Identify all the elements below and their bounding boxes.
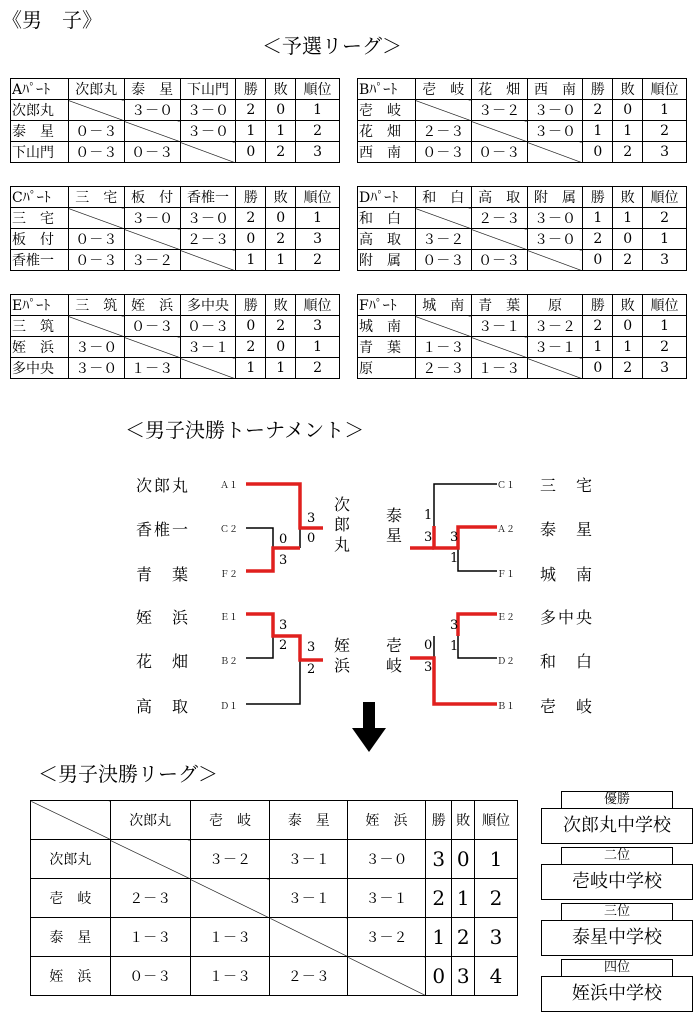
rank-cell: 3 (643, 358, 687, 379)
losses-cell: 0 (613, 100, 643, 121)
score-r3a: 0 (424, 638, 433, 653)
score-l4b: 2 (307, 662, 316, 677)
wins-cell: 2 (583, 316, 613, 337)
score-r2b: 1 (450, 551, 459, 566)
score-cell: ０－３ (415, 142, 471, 163)
group-team-name: 青 葉 (358, 337, 416, 358)
result-rank-4: 四位 (561, 959, 673, 976)
group-col-header: 三 筑 (68, 295, 124, 316)
score-cell: ３－０ (527, 121, 583, 142)
result-rank-1: 優勝 (561, 791, 673, 808)
result-school-2: 壱岐中学校 (541, 864, 693, 900)
rank-cell: 3 (643, 142, 687, 163)
left-slot-2: Ｃ２ (220, 525, 239, 535)
rank-cell: 2 (296, 250, 340, 271)
final-score-cell: ３－１ (270, 840, 348, 879)
wins-cell: 0 (236, 229, 266, 250)
final-col-4: 姪 浜 (348, 801, 426, 840)
final-team-name: 壱 岐 (31, 879, 111, 918)
rank-cell: 3 (296, 229, 340, 250)
rank-cell: 3 (643, 250, 687, 271)
wins-cell: 1 (236, 250, 266, 271)
losses-cell: 1 (613, 121, 643, 142)
score-cell: ０－３ (124, 142, 180, 163)
group-col-header: 和 白 (415, 187, 471, 208)
result-school-3: 泰星中学校 (541, 920, 693, 956)
score-r2a: 3 (450, 530, 459, 545)
losses-cell: 1 (613, 337, 643, 358)
group-stat-header: 順位 (643, 187, 687, 208)
rank-cell: 3 (296, 142, 340, 163)
score-cell: ３－０ (527, 208, 583, 229)
group-team-name: 多中央 (11, 358, 69, 379)
rank-cell: 2 (296, 358, 340, 379)
winner-bottom-right: 壱岐 (386, 636, 405, 675)
score-cell: ０－３ (471, 250, 527, 271)
rank-cell: 1 (296, 208, 340, 229)
group-col-header: 花 畑 (471, 79, 527, 100)
score-l4a: 3 (307, 640, 316, 655)
final-league-title: ＜男子決勝リーグ＞ (38, 762, 218, 786)
group-col-header: 多中央 (180, 295, 236, 316)
group-stat-header: 敗 (613, 187, 643, 208)
score-cell: ３－２ (415, 229, 471, 250)
group-stat-header: 順位 (296, 187, 340, 208)
down-arrow-icon (352, 702, 386, 754)
right-team-3: 城 南 (540, 565, 595, 584)
final-col-1: 次郎丸 (110, 801, 190, 840)
diagonal-cell (110, 840, 190, 879)
wins-cell: 0 (236, 142, 266, 163)
final-wins-cell: 1 (425, 918, 452, 957)
rank-cell: 2 (296, 121, 340, 142)
score-cell: ３－０ (527, 100, 583, 121)
score-l2b: 3 (279, 553, 288, 568)
score-cell: ０－３ (180, 316, 236, 337)
group-col-header: 泰 星 (124, 79, 180, 100)
right-slot-6: Ｂ１ (497, 702, 516, 712)
score-r4b: 1 (450, 639, 459, 654)
final-wins-cell: 3 (425, 840, 452, 879)
final-score-cell: １－３ (190, 957, 270, 996)
right-team-1: 三 宅 (540, 476, 595, 495)
group-stat-header: 敗 (266, 187, 296, 208)
group-team-name: 姪 浜 (11, 337, 69, 358)
final-row (31, 957, 518, 996)
rank-cell: 3 (296, 316, 340, 337)
final-rank-cell: 1 (474, 840, 517, 879)
final-league-table (30, 800, 518, 996)
rank-cell: 1 (296, 100, 340, 121)
wins-cell: 0 (583, 142, 613, 163)
wins-cell: 2 (583, 229, 613, 250)
result-rank-3: 三位 (561, 903, 673, 920)
score-cell: ３－０ (527, 229, 583, 250)
final-wins-cell: 0 (425, 957, 452, 996)
winner-top-left: 次郎丸 (334, 495, 353, 554)
score-cell: ３－２ (527, 316, 583, 337)
score-cell: ３－１ (527, 337, 583, 358)
losses-cell: 0 (613, 316, 643, 337)
score-cell: ２－３ (471, 208, 527, 229)
final-score-cell: ３－２ (190, 840, 270, 879)
group-team-name: 西 南 (358, 142, 416, 163)
wins-cell: 2 (236, 208, 266, 229)
group-label: Cﾊﾟｰﾄ (11, 187, 69, 208)
group-stat-header: 勝 (583, 187, 613, 208)
losses-cell: 2 (613, 142, 643, 163)
final-row (31, 840, 518, 879)
final-score-cell: １－３ (190, 918, 270, 957)
wins-cell: 2 (236, 100, 266, 121)
group-stat-header: 勝 (236, 187, 266, 208)
score-cell: ３－０ (180, 100, 236, 121)
group-team-name: 泰 星 (11, 121, 69, 142)
final-rank-cell: 3 (474, 918, 517, 957)
score-cell: ３－０ (180, 121, 236, 142)
group-team-name: 花 畑 (358, 121, 416, 142)
left-slot-4: Ｅ１ (220, 613, 239, 623)
score-cell: １－３ (471, 358, 527, 379)
score-cell: ０－３ (124, 316, 180, 337)
final-corner (31, 801, 111, 840)
left-slot-5: Ｂ２ (220, 657, 239, 667)
left-team-5: 花 畑 (136, 652, 191, 671)
final-col-2: 壱 岐 (190, 801, 270, 840)
group-col-header: 板 付 (124, 187, 180, 208)
rank-cell: 1 (643, 229, 687, 250)
score-l3a: 3 (279, 618, 288, 633)
final-score-cell: ３－０ (348, 840, 426, 879)
final-score-cell: ２－３ (270, 957, 348, 996)
final-team-name: 泰 星 (31, 918, 111, 957)
score-cell: ０－３ (68, 250, 124, 271)
group-label: Aﾊﾟｰﾄ (11, 79, 69, 100)
group-stat-header: 敗 (266, 79, 296, 100)
score-cell: ３－２ (124, 250, 180, 271)
final-team-name: 次郎丸 (31, 840, 111, 879)
wins-cell: 1 (236, 121, 266, 142)
group-label: Bﾊﾟｰﾄ (358, 79, 416, 100)
diagonal-cell (190, 879, 270, 918)
diagonal-cell (348, 957, 426, 996)
score-cell: ３－０ (68, 337, 124, 358)
final-team-name: 姪 浜 (31, 957, 111, 996)
group-stat-header: 順位 (296, 295, 340, 316)
final-rank-cell: 4 (474, 957, 517, 996)
group-col-header: 附 属 (527, 187, 583, 208)
group-team-name: 城 南 (358, 316, 416, 337)
rank-cell: 2 (643, 208, 687, 229)
score-cell: １－３ (415, 337, 471, 358)
group-stat-header: 順位 (643, 79, 687, 100)
final-score-cell: ３－１ (348, 879, 426, 918)
group-team-name: 香椎一 (11, 250, 69, 271)
group-team-name: 三 筑 (11, 316, 69, 337)
wins-cell: 0 (236, 316, 266, 337)
rank-cell: 1 (643, 100, 687, 121)
left-team-4: 姪 浜 (136, 608, 191, 627)
group-stat-header: 順位 (643, 295, 687, 316)
left-team-6: 高 取 (136, 697, 191, 716)
group-stat-header: 順位 (296, 79, 340, 100)
rank-cell: 2 (643, 121, 687, 142)
score-cell: ３－０ (124, 100, 180, 121)
left-team-1: 次郎丸 (136, 476, 191, 495)
wins-cell: 0 (583, 250, 613, 271)
final-losses-cell: 0 (452, 840, 475, 879)
final-score-cell: １－３ (110, 918, 190, 957)
final-col-rank: 順位 (474, 801, 517, 840)
final-losses-cell: 2 (452, 918, 475, 957)
group-label: Dﾊﾟｰﾄ (358, 187, 416, 208)
right-team-6: 壱 岐 (540, 697, 595, 716)
losses-cell: 1 (266, 121, 296, 142)
score-cell: ０－３ (471, 142, 527, 163)
losses-cell: 2 (266, 142, 296, 163)
group-stat-header: 勝 (583, 79, 613, 100)
wins-cell: 1 (583, 337, 613, 358)
group-col-header: 高 取 (471, 187, 527, 208)
losses-cell: 2 (266, 229, 296, 250)
losses-cell: 0 (266, 337, 296, 358)
score-cell: ３－０ (180, 208, 236, 229)
winner-paths (246, 484, 497, 704)
group-col-header: 姪 浜 (124, 295, 180, 316)
winner-bottom-left: 姪浜 (334, 636, 353, 675)
group-col-header: 壱 岐 (415, 79, 471, 100)
left-slot-6: Ｄ１ (220, 702, 239, 712)
right-slot-4: Ｅ２ (497, 613, 516, 623)
final-losses-cell: 3 (452, 957, 475, 996)
losses-cell: 2 (613, 358, 643, 379)
tournament-title: ＜男子決勝トーナメント＞ (125, 418, 365, 442)
score-l1b: 0 (307, 531, 316, 546)
group-col-header: 下山門 (180, 79, 236, 100)
score-cell: ３－１ (471, 316, 527, 337)
group-team-name: 高 取 (358, 229, 416, 250)
final-row (31, 879, 518, 918)
group-team-name: 板 付 (11, 229, 69, 250)
rank-cell: 1 (296, 337, 340, 358)
group-label: Eﾊﾟｰﾄ (11, 295, 69, 316)
right-team-4: 多中央 (540, 608, 595, 627)
score-r3b: 3 (424, 660, 433, 675)
wins-cell: 1 (236, 358, 266, 379)
losses-cell: 1 (266, 358, 296, 379)
score-cell: ２－３ (415, 358, 471, 379)
wins-cell: 2 (236, 337, 266, 358)
winner-top-right: 泰星 (386, 506, 405, 545)
group-col-header: 城 南 (415, 295, 471, 316)
score-cell: ０－３ (68, 142, 124, 163)
result-rank-2: 二位 (561, 847, 673, 864)
losses-cell: 0 (266, 100, 296, 121)
wins-cell: 1 (583, 121, 613, 142)
score-cell: ０－３ (68, 121, 124, 142)
group-stat-header: 敗 (613, 295, 643, 316)
group-stat-header: 勝 (583, 295, 613, 316)
group-col-header: 青 葉 (471, 295, 527, 316)
group-team-name: 和 白 (358, 208, 416, 229)
group-team-name: 壱 岐 (358, 100, 416, 121)
final-row (31, 918, 518, 957)
final-score-cell: ３－２ (348, 918, 426, 957)
prelim-title: ＜予選リーグ＞ (262, 34, 402, 58)
group-stat-header: 敗 (266, 295, 296, 316)
losses-cell: 0 (613, 229, 643, 250)
final-col-losses: 敗 (452, 801, 475, 840)
left-slot-1: Ａ１ (220, 481, 239, 491)
final-score-cell: ３－１ (270, 879, 348, 918)
score-cell: ０－３ (415, 250, 471, 271)
losses-cell: 2 (266, 316, 296, 337)
right-slot-1: Ｃ１ (497, 481, 516, 491)
wins-cell: 1 (583, 208, 613, 229)
right-slot-3: Ｆ１ (497, 570, 516, 580)
final-rank-cell: 2 (474, 879, 517, 918)
losses-cell: 1 (266, 250, 296, 271)
group-stat-header: 勝 (236, 79, 266, 100)
final-col-wins: 勝 (425, 801, 452, 840)
group-team-name: 次郎丸 (11, 100, 69, 121)
left-team-3: 青 葉 (136, 565, 191, 584)
score-cell: １－３ (124, 358, 180, 379)
score-cell: ２－３ (180, 229, 236, 250)
losses-cell: 1 (613, 208, 643, 229)
rank-cell: 1 (643, 316, 687, 337)
group-col-header: 西 南 (527, 79, 583, 100)
losses-cell: 2 (613, 250, 643, 271)
right-team-5: 和 白 (540, 652, 595, 671)
score-cell: ３－０ (68, 358, 124, 379)
score-l2a: 0 (279, 532, 288, 547)
score-cell: ３－２ (471, 100, 527, 121)
group-label: Fﾊﾟｰﾄ (358, 295, 416, 316)
wins-cell: 0 (583, 358, 613, 379)
group-team-name: 三 宅 (11, 208, 69, 229)
group-stat-header: 敗 (613, 79, 643, 100)
losses-cell: 0 (266, 208, 296, 229)
group-col-header: 香椎一 (180, 187, 236, 208)
right-slot-2: Ａ２ (497, 525, 516, 535)
diagonal-cell (270, 918, 348, 957)
score-r4a: 3 (450, 618, 459, 633)
result-school-4: 姪浜中学校 (541, 976, 693, 1012)
left-slot-3: Ｆ２ (220, 570, 239, 580)
final-wins-cell: 2 (425, 879, 452, 918)
final-losses-cell: 1 (452, 879, 475, 918)
group-team-name: 附 属 (358, 250, 416, 271)
result-school-1: 次郎丸中学校 (541, 808, 693, 844)
final-col-3: 泰 星 (270, 801, 348, 840)
group-col-header: 原 (527, 295, 583, 316)
group-stat-header: 勝 (236, 295, 266, 316)
group-team-name: 原 (358, 358, 416, 379)
score-cell: ３－０ (124, 208, 180, 229)
rank-cell: 2 (643, 337, 687, 358)
score-cell: ０－３ (68, 229, 124, 250)
final-score-cell: ２－３ (110, 879, 190, 918)
score-l1a: 3 (307, 511, 316, 526)
right-slot-5: Ｄ２ (497, 657, 516, 667)
score-r1a: 1 (424, 508, 433, 523)
score-cell: ３－１ (180, 337, 236, 358)
group-col-header: 三 宅 (68, 187, 124, 208)
left-team-2: 香椎一 (136, 520, 191, 539)
wins-cell: 2 (583, 100, 613, 121)
score-r1b: 3 (424, 530, 433, 545)
final-score-cell: ０－３ (110, 957, 190, 996)
right-team-2: 泰 星 (540, 520, 595, 539)
group-col-header: 次郎丸 (68, 79, 124, 100)
group-team-name: 下山門 (11, 142, 69, 163)
score-cell: ２－３ (415, 121, 471, 142)
section-title: 《男 子》 (2, 8, 102, 32)
score-l3b: 2 (279, 638, 288, 653)
